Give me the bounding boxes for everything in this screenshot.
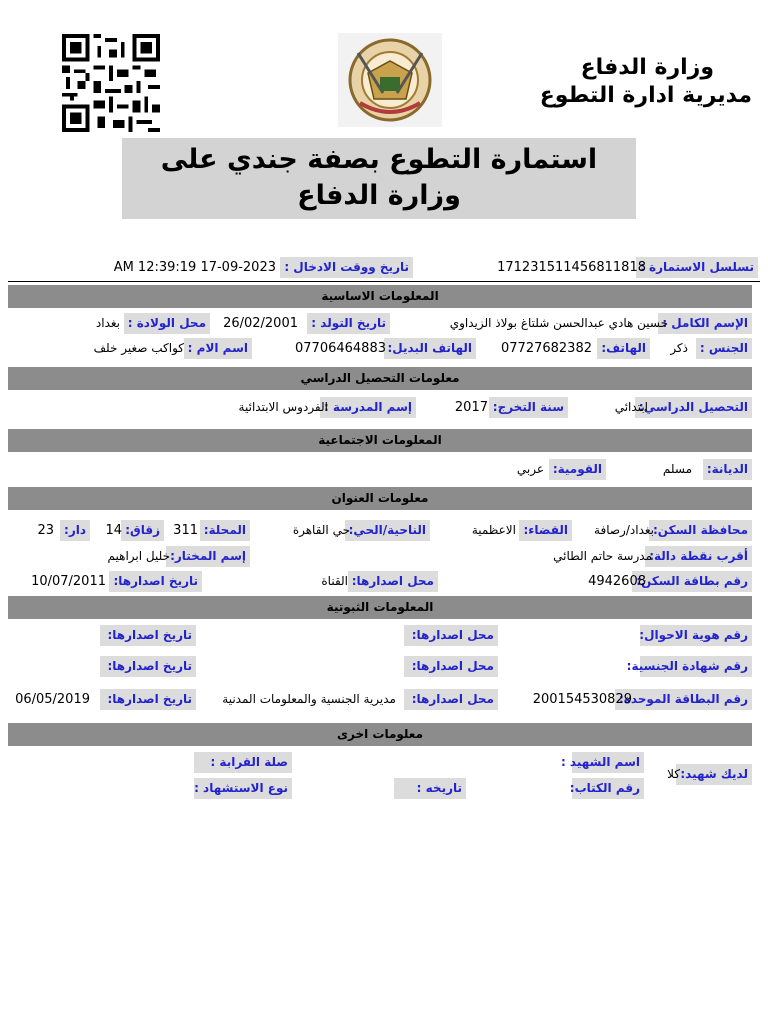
letter-number-label: رقم الكتاب:	[572, 778, 644, 799]
nationality-label: القومية:	[549, 459, 606, 480]
pob-label: محل الولادة :	[124, 313, 210, 334]
graduation-year-value: 2017	[454, 400, 488, 415]
directorate-name: مديرية ادارة التطوع	[539, 83, 752, 108]
mahalla-label: المحلة:	[200, 520, 250, 541]
serial-value: 17123151145681181‎8	[497, 260, 646, 275]
governorate-value: بغداد/رصافة	[594, 523, 654, 537]
nationality-value: عربي	[516, 462, 544, 476]
section-education: معلومات التحصيل الدراسي	[8, 367, 752, 390]
unified-issue-date-label: تاريخ اصدارها:	[100, 689, 196, 710]
entry-datetime-value: AM 12:39:19 17-09-2023	[113, 260, 276, 275]
education-level-value: ابتدائي	[614, 400, 648, 414]
gender-label: الجنس :	[696, 338, 752, 359]
residence-issue-place-label: محل اصدارها:	[348, 571, 438, 592]
unified-issue-place-label: محل اصدارها:	[404, 689, 498, 710]
alley-label: زقاق:	[121, 520, 164, 541]
pob-value: بغداد	[95, 316, 120, 330]
civil-issue-date-label: تاريخ اصدارها:	[100, 625, 196, 646]
section-social: المعلومات الاجتماعية	[8, 429, 752, 452]
unified-card-label: رقم البطاقة الموحدة:	[615, 689, 752, 710]
kinship-label: صلة القرابة :	[194, 752, 292, 773]
section-documents: المعلومات الثبوتية	[8, 596, 752, 619]
landmark-label: أقرب نقطة دالة:	[645, 546, 752, 567]
dob-label: تاريخ التولد :	[307, 313, 390, 334]
dob-value: 26/02/2001	[223, 316, 298, 331]
house-value: 23	[37, 523, 54, 538]
mukhtar-label: إسم المختار:	[166, 546, 250, 567]
phone-label: الهاتف:	[597, 338, 650, 359]
alt-phone-value: 07706464883	[295, 341, 386, 356]
nationality-issue-place-label: محل اصدارها:	[404, 656, 498, 677]
civil-id-label: رقم هوية الاحوال:	[640, 625, 752, 646]
martyrdom-type-label: نوع الاستشهاد :	[194, 778, 292, 799]
unified-issue-place-value: مديرية الجنسية والمعلومات المدنية	[222, 692, 396, 706]
district-label: القضاء:	[519, 520, 572, 541]
school-name-label: إسم المدرسة :	[320, 397, 416, 418]
alt-phone-label: الهاتف البديل:	[384, 338, 477, 359]
residence-issue-place-value: القناة	[321, 574, 348, 588]
fullname-label: الإسم الكامل :	[658, 313, 752, 334]
letter-date-label: تاريخه :	[394, 778, 466, 799]
fullname-value: حسين هادي عبدالحسن شلتاغ بولاذ الزيداوي	[449, 316, 668, 330]
phone-value: 07727682382	[501, 341, 592, 356]
form-title: استمارة التطوع بصفة جندي على وزارة الدفاع	[122, 138, 636, 219]
alley-value: 14	[105, 523, 122, 538]
residence-issue-date-value: 10/07/2011	[31, 574, 106, 589]
area-label: الناحية/الحي:	[345, 520, 430, 541]
ministry-header	[540, 54, 752, 110]
mukhtar-value: خليل ابراهيم	[107, 549, 170, 563]
mother-name-label: اسم الام :	[184, 338, 252, 359]
religion-label: الديانة:	[703, 459, 752, 480]
martyr-label: لديك شهيد:	[676, 764, 752, 785]
martyr-value: كلا	[667, 767, 680, 781]
ministry-emblem-icon	[338, 33, 442, 127]
area-value: حي القاهرة	[292, 523, 350, 537]
governorate-label: محافظة السكن:	[649, 520, 752, 541]
entry-datetime-label: تاريخ ووقت الادخال :	[280, 257, 413, 278]
civil-issue-place-label: محل اصدارها:	[404, 625, 498, 646]
house-label: دار:	[60, 520, 90, 541]
martyr-name-label: اسم الشهيد :	[572, 752, 644, 773]
religion-value: مسلم	[662, 462, 692, 476]
unified-issue-date-value: 06/05/2019	[15, 692, 90, 707]
education-level-label: التحصيل الدراسي:	[635, 397, 752, 418]
district-value: الاعظمية	[471, 523, 516, 537]
school-name-value: الفردوس الابتدائية	[238, 400, 328, 414]
qr-code-icon	[58, 34, 164, 132]
residence-card-label: رقم بطاقة السكن:	[632, 571, 752, 592]
section-other: معلومات اخرى	[8, 723, 752, 746]
serial-label: تسلسل الاستمارة :	[636, 257, 758, 278]
gender-value: ذكر	[670, 341, 688, 355]
mother-name-value: كواكب صغير خلف	[93, 341, 184, 355]
graduation-year-label: سنة التخرج:	[489, 397, 568, 418]
section-address: معلومات العنوان	[8, 487, 752, 510]
mahalla-value: 311	[173, 523, 198, 538]
divider	[8, 281, 760, 282]
unified-card-value: 200154530829	[532, 692, 632, 707]
landmark-value: مدرسة حاتم الطائي	[553, 549, 652, 563]
ministry-name: وزارة الدفاع	[580, 55, 714, 80]
nationality-cert-label: رقم شهادة الجنسية:	[640, 656, 752, 677]
residence-issue-date-label: تاريخ اصدارها:	[109, 571, 202, 592]
section-basic-info: المعلومات الاساسية	[8, 285, 752, 308]
nationality-issue-date-label: تاريخ اصدارها:	[100, 656, 196, 677]
residence-card-value: 4942608	[588, 574, 646, 589]
